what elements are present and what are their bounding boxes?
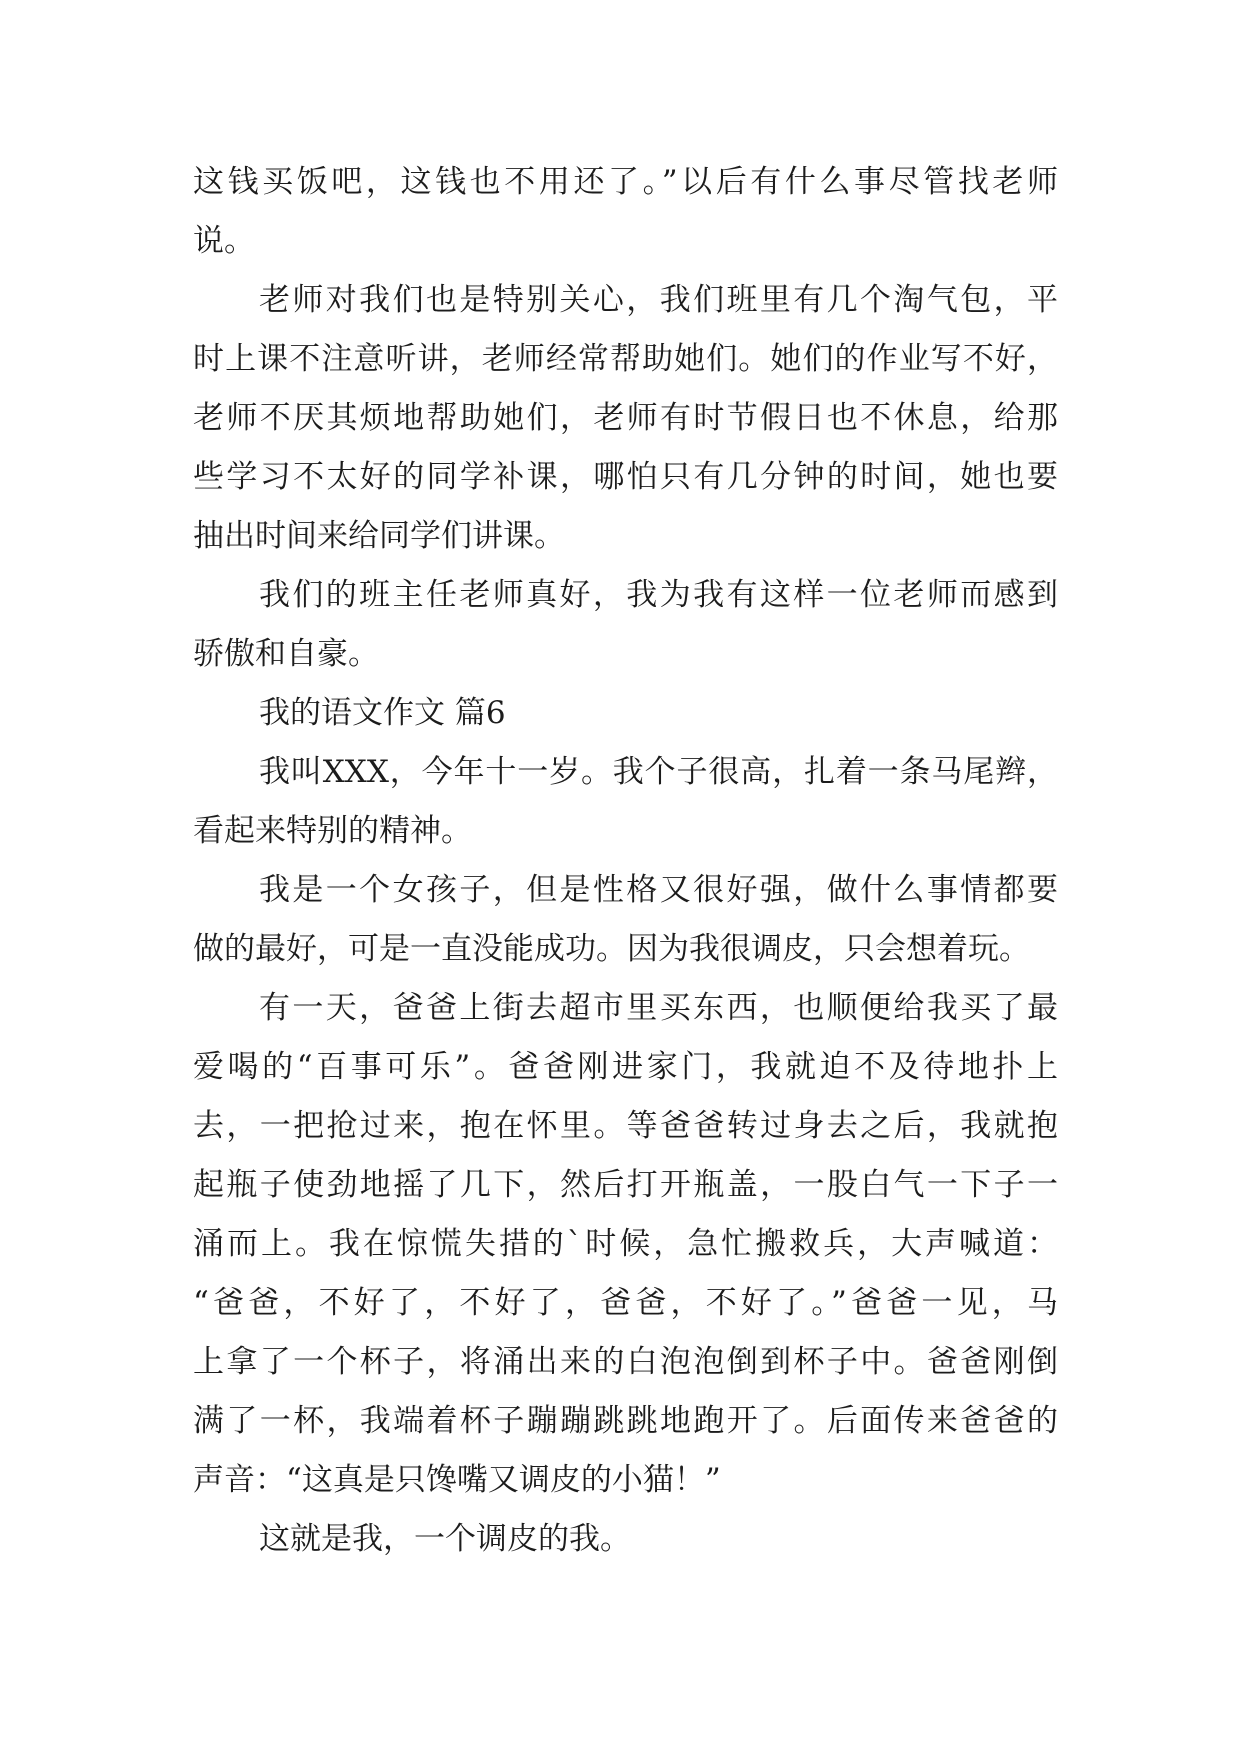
text-line: 有一天，爸爸上街去超市里买东西，也顺便给我买了最	[259, 990, 1058, 1026]
paragraph	[193, 566, 1058, 684]
text-line: 这就是我，一个调皮的我。	[259, 1521, 631, 1557]
text-line: 我是一个女孩子，但是性格又很好强，做什么事情都要	[259, 872, 1058, 908]
text-line: 看起来特别的精神。	[193, 813, 472, 849]
text-line: 去，一把抢过来，抱在怀里。等爸爸转过身去之后，我就抱	[193, 1108, 1058, 1144]
text-line: 说。	[193, 223, 255, 259]
paragraph	[193, 979, 1058, 1510]
text-line: 我们的班主任老师真好，我为我有这样一位老师而感到	[259, 577, 1058, 613]
text-line: 声音：“这真是只馋嘴又调皮的小猫！”	[193, 1462, 721, 1498]
document-body	[193, 153, 1058, 1569]
paragraph-continuation	[193, 153, 1058, 271]
essay-heading: 我的语文作文 篇6	[259, 695, 506, 731]
text-line: 这钱买饭吧，这钱也不用还了。”以后有什么事尽管找老师	[193, 164, 1058, 200]
text-line: 上拿了一个杯子，将涌出来的白泡泡倒到杯子中。爸爸刚倒	[193, 1344, 1058, 1380]
text-line: 老师不厌其烦地帮助她们，老师有时节假日也不休息，给那	[193, 400, 1058, 436]
paragraph	[193, 743, 1058, 861]
text-line: 涌而上。我在惊慌失措的`时候，急忙搬救兵，大声喊道：	[193, 1226, 1058, 1262]
paragraph	[193, 271, 1058, 566]
text-line: 骄傲和自豪。	[193, 636, 379, 672]
text-line: 起瓶子使劲地摇了几下，然后打开瓶盖，一股白气一下子一	[193, 1167, 1058, 1203]
paragraph	[193, 1510, 1058, 1569]
paragraph	[193, 861, 1058, 979]
text-line: 满了一杯，我端着杯子蹦蹦跳跳地跑开了。后面传来爸爸的	[193, 1403, 1058, 1439]
text-line: 抽出时间来给同学们讲课。	[193, 518, 565, 554]
text-line: 时上课不注意听讲，老师经常帮助她们。她们的作业写不好，	[193, 341, 1058, 377]
essay-heading-block	[193, 684, 1058, 743]
text-line: 做的最好，可是一直没能成功。因为我很调皮，只会想着玩。	[193, 931, 1030, 967]
text-line: “爸爸，不好了，不好了，爸爸，不好了。”爸爸一见，马	[193, 1285, 1058, 1321]
text-line: 我叫XXX，今年十一岁。我个子很高，扎着一条马尾辫，	[259, 754, 1058, 790]
text-line: 老师对我们也是特别关心，我们班里有几个淘气包，平	[259, 282, 1058, 318]
text-line: 爱喝的“百事可乐”。爸爸刚进家门，我就迫不及待地扑上	[193, 1049, 1058, 1085]
text-line: 些学习不太好的同学补课，哪怕只有几分钟的时间，她也要	[193, 459, 1058, 495]
